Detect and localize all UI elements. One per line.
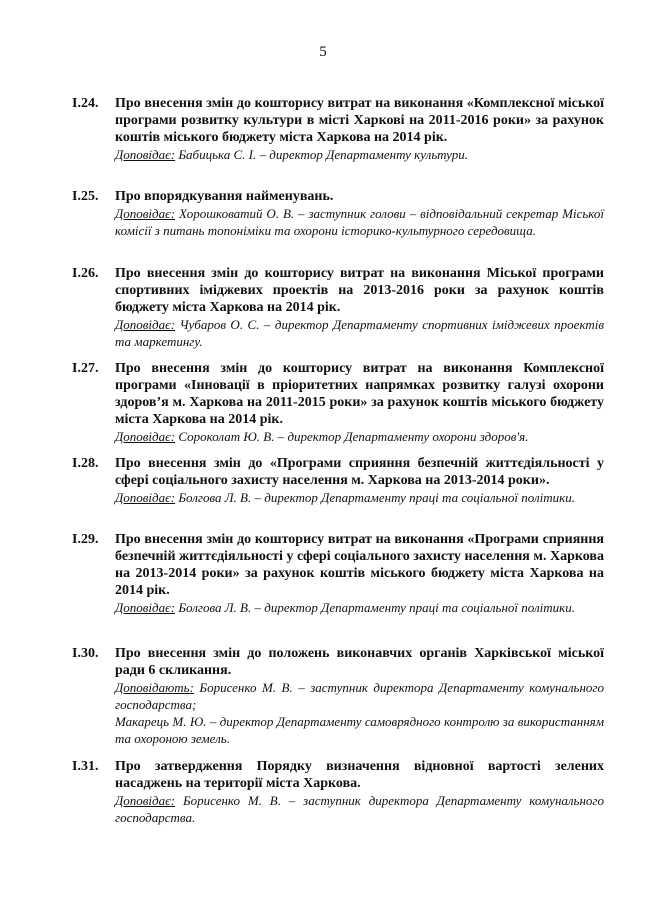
item-number: I.27. <box>72 361 99 376</box>
item-speaker <box>115 792 604 826</box>
speaker-text: Макарець М. Ю. – директор Департаменту самоврядного контролю за використанням та охороною земель. <box>115 714 604 746</box>
item-number: I.30. <box>72 646 99 661</box>
item-speaker <box>115 146 604 163</box>
item-speaker <box>115 316 604 350</box>
agenda-item <box>72 645 604 747</box>
agenda-item <box>72 265 604 350</box>
speaker-label: Доповідає: <box>115 317 176 332</box>
item-number: I.25. <box>72 189 99 204</box>
speaker-text: Чубаров О. С. – директор Департаменту спортивних іміджевих проектів та маркетингу. <box>115 317 604 349</box>
speaker-label: Доповідає: <box>115 793 176 808</box>
agenda-item <box>72 455 604 506</box>
speaker-text: Борисенко М. В. – заступник директора Департаменту комунального господарства; <box>115 680 604 712</box>
agenda-item <box>72 531 604 616</box>
item-title: Про внесення змін до кошторису витрат на виконання Міської програми спортивних іміджевих проектів на 2013-2016 роки за рахунок коштів бюджету міста Харкова на 2014 рік. <box>115 266 604 315</box>
item-speaker <box>115 679 604 747</box>
item-title: Про внесення змін до положень виконавчих органів Харківської міської ради 6 скликання. <box>115 646 604 678</box>
item-title: Про внесення змін до кошторису витрат на виконання Комплексної програми «Інновації в пріоритетних напрямках розвитку галузі охорони здоров’я м. Харкова на 2011-2015 роки» за рахунок коштів міського бюджету міста Харкова на 2014 рік. <box>115 361 604 427</box>
item-number: I.26. <box>72 266 99 281</box>
item-speaker <box>115 205 604 239</box>
speaker-text: Болгова Л. В. – директор Департаменту праці та соціальної політики. <box>175 490 575 505</box>
speaker-label: Доповідає: <box>115 206 176 221</box>
agenda-item <box>72 95 604 163</box>
speaker-label: Доповідає: <box>115 490 176 505</box>
item-number: I.28. <box>72 456 99 471</box>
item-speaker <box>115 428 604 445</box>
item-title: Про впорядкування найменувань. <box>115 189 334 204</box>
item-title: Про внесення змін до «Програми сприяння безпечній життєдіяльності у сфері соціального захисту населення м. Харкова на 2013-2014 роки». <box>115 456 604 488</box>
item-number: I.31. <box>72 759 99 774</box>
agenda-item <box>72 360 604 445</box>
agenda-item <box>72 758 604 826</box>
speaker-label: Доповідає: <box>115 429 176 444</box>
item-speaker <box>115 599 604 616</box>
agenda-item <box>72 188 604 239</box>
speaker-label: Доповідає: <box>115 147 176 162</box>
speaker-text: Борисенко М. В. – заступник директора Департаменту комунального господарства. <box>115 793 604 825</box>
speaker-label: Доповідає: <box>115 600 176 615</box>
item-number: I.24. <box>72 96 99 111</box>
page-number: 5 <box>319 44 327 60</box>
item-speaker <box>115 489 604 506</box>
speaker-text: Сороколат Ю. В. – директор Департаменту охорони здоров'я. <box>175 429 529 444</box>
item-title: Про внесення змін до кошторису витрат на виконання «Програми сприяння безпечній життєдіяльності у сфері соціального захисту населення м. Харкова на 2013-2014 роки» за рахунок коштів міського бюджету міста Харкова на 2014 рік. <box>115 532 604 598</box>
speaker-text: Хорошковатий О. В. – заступник голови – відповідальний секретар Міської комісії з питань топоніміки та охорони історико-культурного середовища. <box>115 206 604 238</box>
item-title: Про затвердження Порядку визначення відновної вартості зелених насаджень на території міста Харкова. <box>115 759 604 791</box>
speaker-text: Бабицька С. І. – директор Департаменту культури. <box>175 147 468 162</box>
speaker-text: Болгова Л. В. – директор Департаменту праці та соціальної політики. <box>175 600 575 615</box>
item-title: Про внесення змін до кошторису витрат на виконання «Комплексної міської програми розвитку культури в місті Харкові на 2011-2016 роки» за рахунок коштів міського бюджету міста Харкова на 2014 рік. <box>115 96 604 145</box>
item-number: I.29. <box>72 532 99 547</box>
speaker-label: Доповідають: <box>115 680 194 695</box>
